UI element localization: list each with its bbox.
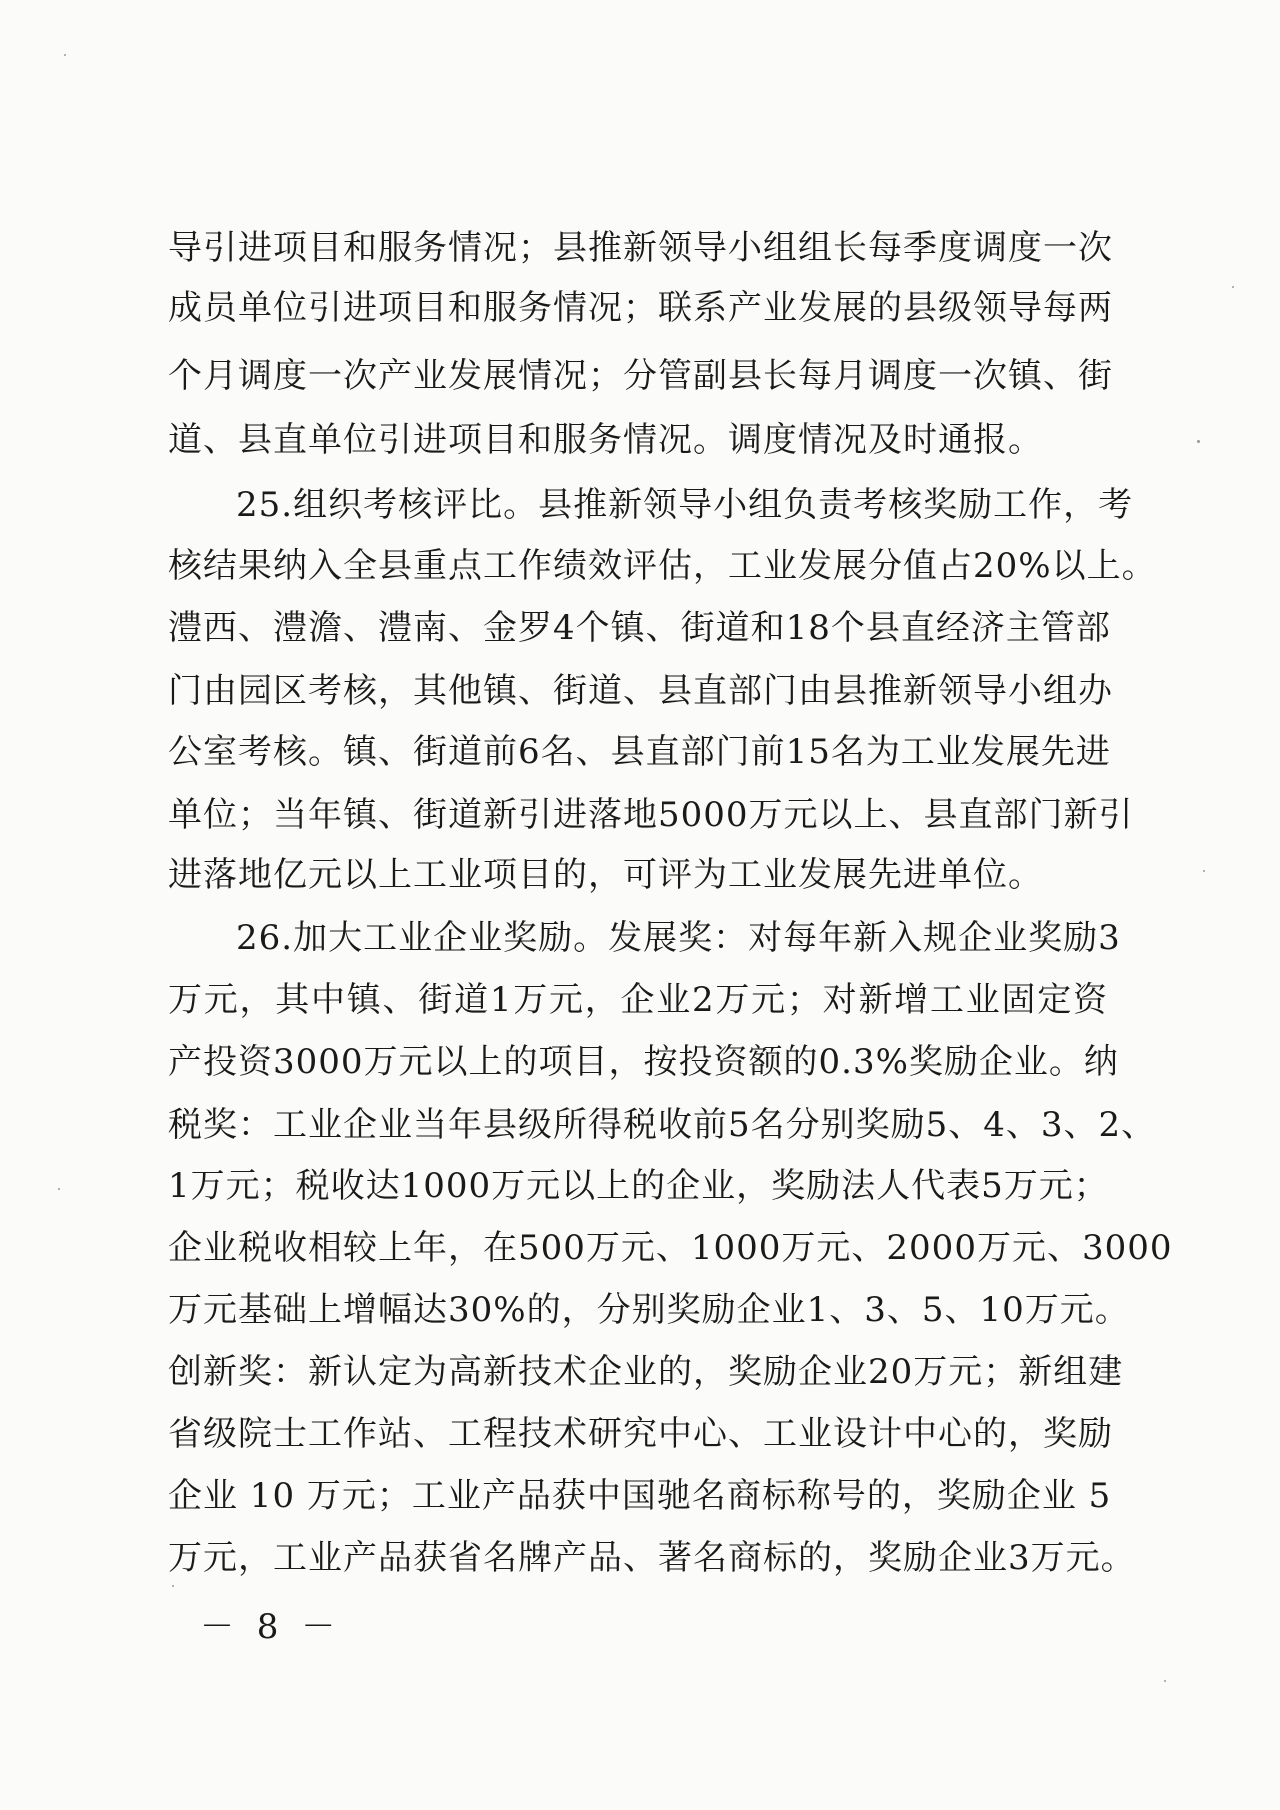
scan-speck bbox=[64, 54, 66, 56]
text-line: 企业 10 万元；工业产品获中国驰名商标称号的，奖励企业 5 bbox=[168, 1476, 1112, 1516]
scan-speck bbox=[1232, 286, 1234, 288]
text-line: 1万元；税收达1000万元以上的企业，奖励法人代表5万元； bbox=[168, 1166, 1109, 1206]
paragraph-26-heading-line: 26.加大工业企业奖励。发展奖：对每年新入规企业奖励3 bbox=[236, 918, 1121, 958]
text-line: 创新奖：新认定为高新技术企业的，奖励企业20万元；新组建 bbox=[168, 1352, 1124, 1392]
text-line: 导引进项目和服务情况；县推新领导小组组长每季度调度一次 bbox=[168, 228, 1113, 268]
text-line: 核结果纳入全县重点工作绩效评估，工业发展分值占20%以上。 bbox=[168, 546, 1157, 586]
scan-speck bbox=[58, 1188, 60, 1190]
text-line: 门由园区考核，其他镇、街道、县直部门由县推新领导小组办 bbox=[168, 671, 1113, 711]
text-line: 产投资3000万元以上的项目，按投资额的0.3%奖励企业。纳 bbox=[168, 1042, 1119, 1082]
text-line: 企业税收相较上年，在500万元、1000万元、2000万元、3000 bbox=[168, 1228, 1173, 1268]
text-line: 万元，工业产品获省名牌产品、著名商标的，奖励企业3万元。 bbox=[168, 1538, 1136, 1578]
text-line: 税奖：工业企业当年县级所得税收前5名分别奖励5、4、3、2、 bbox=[168, 1105, 1157, 1145]
text-line: 道、县直单位引进项目和服务情况。调度情况及时通报。 bbox=[168, 420, 1043, 460]
scan-speck bbox=[1164, 1680, 1166, 1682]
scan-speck bbox=[1203, 870, 1205, 872]
text-line: 单位；当年镇、街道新引进落地5000万元以上、县直部门新引 bbox=[168, 795, 1134, 835]
text-line: 省级院士工作站、工程技术研究中心、工业设计中心的，奖励 bbox=[168, 1414, 1113, 1454]
text-line: 进落地亿元以上工业项目的，可评为工业发展先进单位。 bbox=[168, 855, 1043, 895]
text-line: 澧西、澧澹、澧南、金罗4个镇、街道和18个县直经济主管部 bbox=[168, 608, 1111, 648]
paragraph-25-heading-line: 25.组织考核评比。县推新领导小组负责考核奖励工作，考 bbox=[236, 485, 1134, 525]
scan-speck bbox=[172, 1585, 174, 1587]
text-line: 万元，其中镇、街道1万元，企业2万元；对新增工业固定资 bbox=[168, 980, 1108, 1020]
page-number: － 8 － bbox=[200, 1607, 342, 1647]
scan-speck bbox=[1197, 440, 1200, 443]
text-line: 公室考核。镇、街道前6名、县直部门前15名为工业发展先进 bbox=[168, 732, 1111, 772]
text-line: 成员单位引进项目和服务情况；联系产业发展的县级领导每两 bbox=[168, 288, 1113, 328]
text-line: 个月调度一次产业发展情况；分管副县长每月调度一次镇、街 bbox=[168, 356, 1113, 396]
text-line: 万元基础上增幅达30%的，分别奖励企业1、3、5、10万元。 bbox=[168, 1290, 1130, 1330]
